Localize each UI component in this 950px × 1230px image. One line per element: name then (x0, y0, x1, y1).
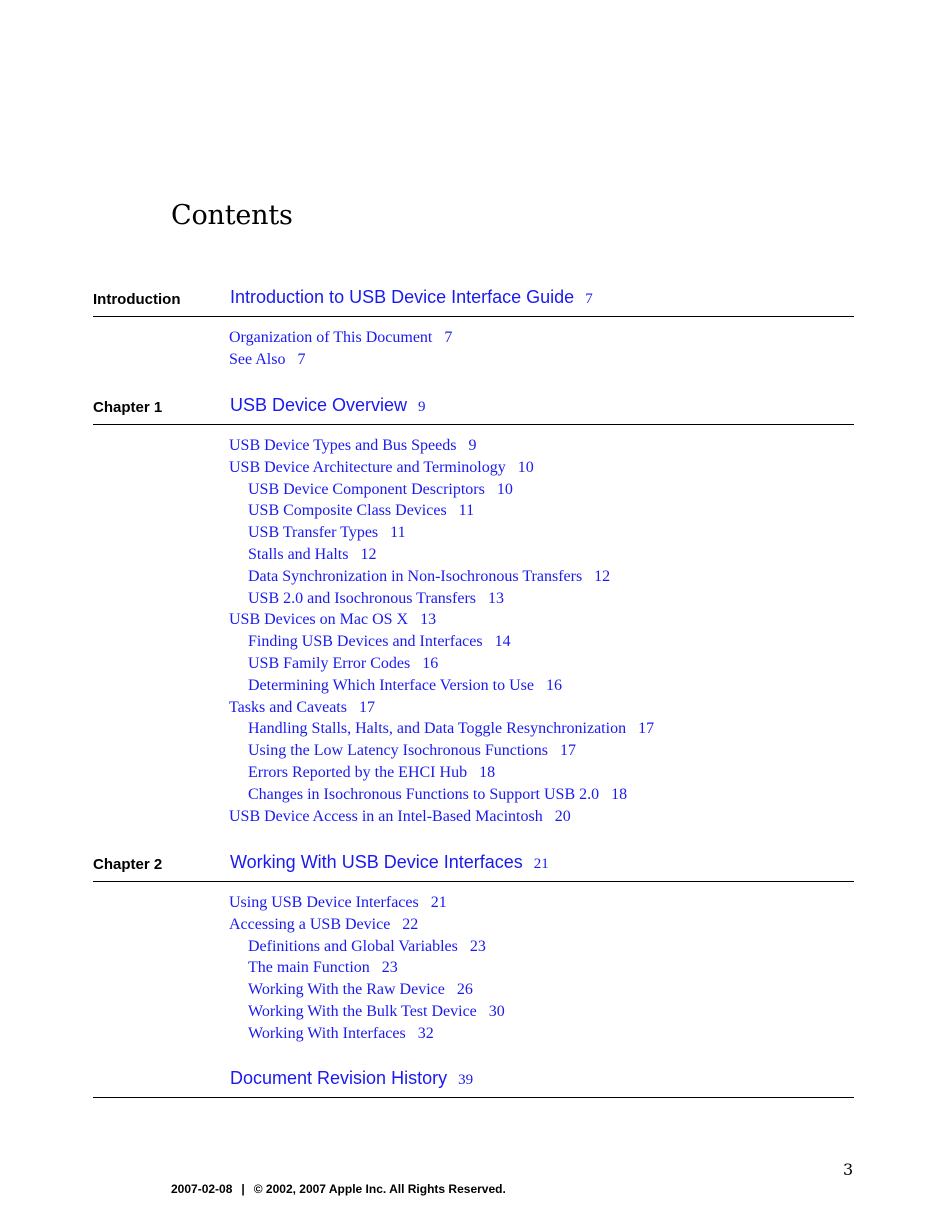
section-header (93, 286, 854, 317)
toc-entry-page: 7 (297, 350, 306, 368)
toc-entry-text: USB Device Types and Bus Speeds (229, 437, 457, 454)
section-title-text: Document Revision History (230, 1068, 448, 1088)
toc-entry-text: USB Device Access in an Intel-Based Macintosh (229, 807, 543, 825)
toc-entry-list (229, 892, 505, 1045)
toc-entry-page: 26 (456, 981, 473, 999)
toc-subentry[interactable] (229, 979, 505, 1001)
toc-subentry[interactable] (229, 500, 654, 522)
toc-entry[interactable] (229, 609, 654, 631)
toc-entry-text: Organization of This Document (229, 329, 433, 346)
section-title-text: Working With USB Device Interfaces (230, 852, 523, 872)
toc-subentry[interactable] (229, 544, 654, 566)
toc-subentry[interactable] (229, 718, 654, 740)
toc-entry-page: 7 (444, 329, 453, 346)
toc-entry-page: 18 (611, 785, 628, 803)
toc-section-chapter-1 (93, 394, 854, 825)
section-page-number: 7 (585, 291, 593, 307)
toc-entry-text: Handling Stalls, Halts, and Data Toggle Resynchronization (248, 720, 627, 738)
toc-entry-text: USB Transfer Types (248, 524, 379, 542)
toc-entry-page: 14 (494, 633, 511, 651)
toc-entry-page: 22 (402, 915, 419, 933)
toc-entry-page: 11 (390, 524, 406, 542)
section-title-text: USB Device Overview (230, 395, 408, 415)
toc-entry-text: Data Synchronization in Non-Isochronous Transfers (248, 567, 583, 585)
toc-entry-page: 11 (458, 502, 475, 520)
toc-entry-page: 16 (422, 654, 439, 672)
section-page-number: 39 (458, 1072, 474, 1088)
toc-entry-text: USB Family Error Codes (248, 654, 411, 672)
toc-entry-page: 21 (430, 894, 447, 911)
toc-entry[interactable] (229, 457, 654, 479)
toc-entry-page: 10 (517, 458, 534, 476)
section-label: Chapter 2 (93, 856, 163, 873)
section-title-link[interactable] (230, 852, 549, 873)
toc-entry-page: 10 (496, 480, 513, 498)
toc-entry-text: Errors Reported by the EHCI Hub (248, 763, 468, 781)
toc-subentry[interactable] (229, 762, 654, 784)
toc-subentry[interactable] (229, 936, 505, 958)
toc-subentry[interactable] (229, 1023, 505, 1045)
toc-section-revision-history (93, 1067, 854, 1098)
toc-subentry[interactable] (229, 784, 654, 806)
toc-subentry[interactable] (229, 675, 654, 697)
toc-entry[interactable] (229, 327, 452, 349)
toc-subentry[interactable] (229, 1001, 505, 1023)
footer-date: 2007-02-08 (171, 1182, 233, 1196)
toc-entry-list (229, 435, 654, 827)
toc-section-chapter-2 (93, 851, 854, 1042)
toc-entry-text: Working With the Raw Device (248, 981, 445, 999)
section-title-text: Introduction to USB Device Interface Guide (230, 287, 575, 307)
toc-subentry[interactable] (229, 588, 654, 610)
toc-entry-text: Stalls and Halts (248, 545, 349, 563)
toc-entry[interactable] (229, 349, 452, 371)
toc-section-introduction (93, 286, 854, 368)
section-header (93, 394, 854, 425)
section-title-link[interactable] (230, 1068, 473, 1089)
section-page-number: 9 (418, 399, 426, 415)
toc-entry-text: Definitions and Global Variables (248, 937, 458, 955)
footer-copyright: © 2002, 2007 Apple Inc. All Rights Reserved. (253, 1182, 506, 1196)
toc-entry[interactable] (229, 697, 654, 719)
toc-subentry[interactable] (229, 631, 654, 653)
toc-subentry[interactable] (229, 957, 505, 979)
toc-entry-text: USB Devices on Mac OS X (229, 611, 409, 629)
toc-entry-page: 18 (479, 763, 496, 781)
toc-entry-text: Changes in Isochronous Functions to Support USB 2.0 (248, 785, 600, 803)
toc-entry[interactable] (229, 806, 654, 828)
toc-entry-text: Determining Which Interface Version to Use (248, 676, 534, 694)
section-label: Chapter 1 (93, 399, 163, 416)
toc-entry-page: 9 (468, 437, 477, 454)
page-title: Contents (171, 200, 293, 231)
section-label: Introduction (93, 291, 181, 308)
page-footer (171, 1182, 506, 1196)
toc-entry[interactable] (229, 914, 505, 936)
toc-entry-page: 32 (417, 1024, 434, 1042)
toc-entry[interactable] (229, 435, 654, 457)
section-title-link[interactable] (230, 395, 426, 416)
section-page-number: 21 (533, 856, 549, 872)
toc-subentry[interactable] (229, 740, 654, 762)
toc-entry-text: See Also (229, 350, 286, 368)
toc-entry-page: 16 (545, 676, 562, 694)
toc-entry-text: USB Device Architecture and Terminology (229, 458, 506, 476)
section-title-link[interactable] (230, 287, 593, 308)
toc-entry-text: Finding USB Devices and Interfaces (248, 633, 483, 651)
toc-entry-text: Using USB Device Interfaces (229, 894, 419, 911)
toc-entry-text: USB Composite Class Devices (248, 502, 447, 520)
toc-subentry[interactable] (229, 479, 654, 501)
toc-entry-page: 30 (488, 1002, 505, 1020)
toc-subentry[interactable] (229, 566, 654, 588)
section-header (93, 851, 854, 882)
toc-entry-page: 13 (420, 611, 437, 629)
toc-entry-text: Tasks and Caveats (229, 698, 347, 716)
toc-entry-page: 23 (381, 959, 398, 977)
toc-entry-text: USB Device Component Descriptors (248, 480, 485, 498)
page-number: 3 (843, 1160, 854, 1179)
footer-separator: | (241, 1182, 245, 1196)
toc-entry-page: 13 (488, 589, 504, 607)
toc-subentry[interactable] (229, 653, 654, 675)
toc-entry-text: Using the Low Latency Isochronous Functions (248, 742, 548, 760)
toc-entry-text: The main Function (248, 959, 370, 977)
toc-entry-page: 17 (638, 720, 655, 738)
toc-entry-list (229, 327, 452, 371)
toc-entry-text: Working With the Bulk Test Device (248, 1002, 477, 1020)
toc-entry[interactable] (229, 892, 505, 914)
toc-entry-page: 23 (469, 937, 486, 955)
toc-subentry[interactable] (229, 522, 654, 544)
toc-entry-page: 12 (360, 545, 377, 563)
toc-entry-page: 20 (554, 807, 571, 825)
toc-entry-page: 17 (559, 742, 576, 760)
toc-entry-text: Accessing a USB Device (229, 915, 391, 933)
toc-entry-text: Working With Interfaces (248, 1024, 406, 1042)
toc-entry-page: 17 (358, 698, 375, 716)
toc-entry-text: USB 2.0 and Isochronous Transfers (248, 589, 476, 607)
section-header (93, 1067, 854, 1098)
toc-entry-page: 12 (594, 567, 611, 585)
